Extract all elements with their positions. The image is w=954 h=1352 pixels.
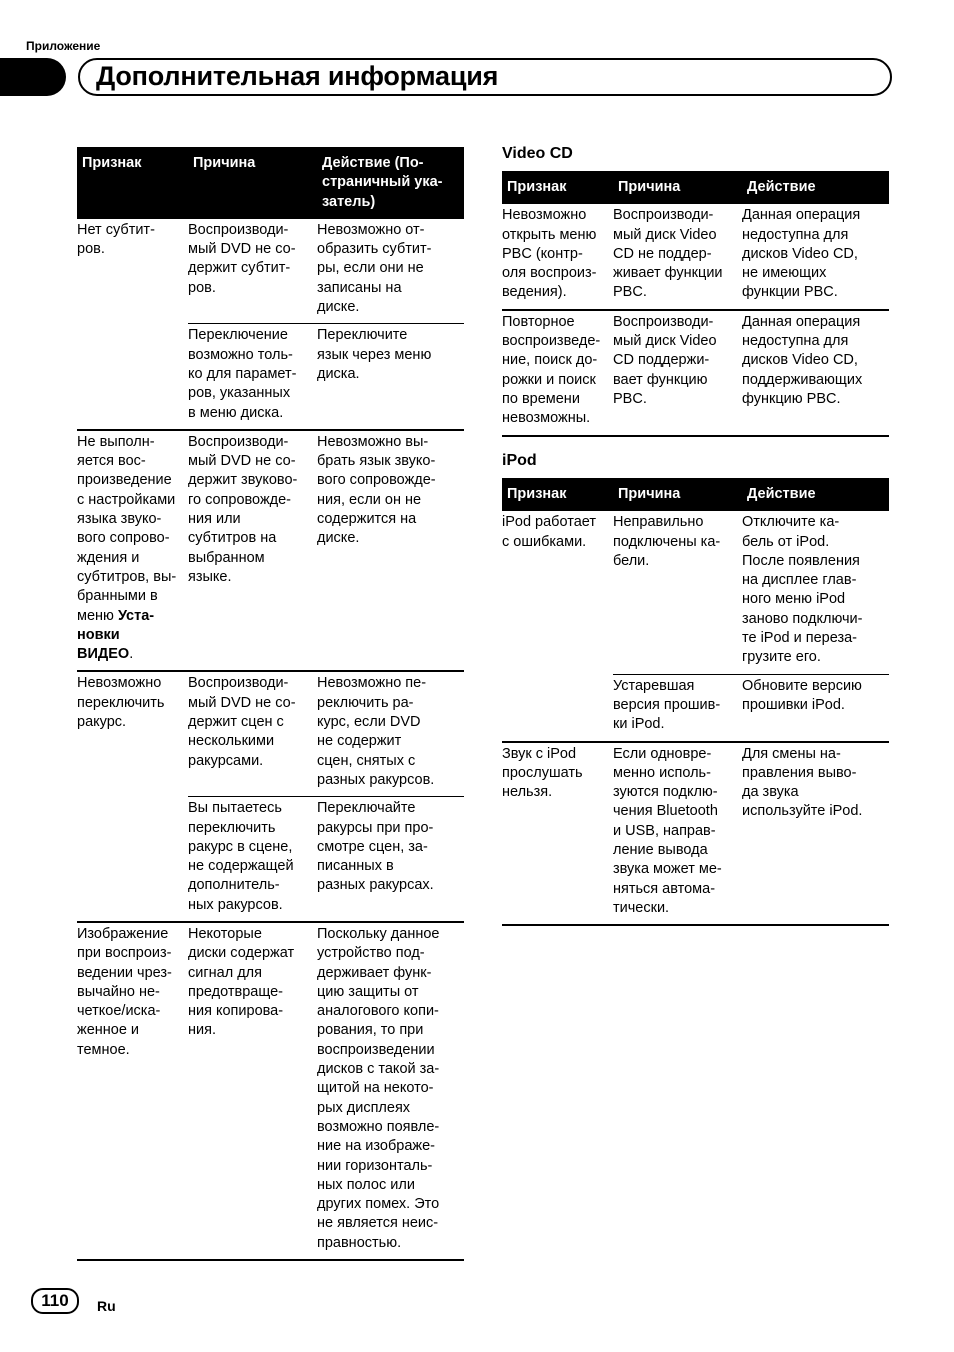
cause-cell: Воспроизводи- мый DVD не со- держит сцен с несколькими ракурсами. bbox=[188, 671, 317, 796]
action-cell: Отключите ка- бель от iPod. После появления на дисплее глав- ного меню iPod заново подключи- те iPod и переза- грузите его. bbox=[742, 511, 889, 674]
header-action: Действие (По- страничный ука- затель) bbox=[317, 147, 464, 219]
table-row bbox=[77, 219, 464, 324]
action-cell: Для смены на- правления выво- да звука используйте iPod. bbox=[742, 742, 889, 926]
action-cell: Переключайте ракурсы при про- смотре сцен, за- писанных в разных ракурсах. bbox=[317, 797, 464, 922]
symptom-cell bbox=[77, 430, 188, 672]
language-code: Ru bbox=[97, 1298, 116, 1314]
action-cell: Невозможно пе- реключить ра- курс, если DVD не содержит сцен, снятых с разных ракурсов. bbox=[317, 671, 464, 796]
cause-cell: Воспроизводи- мый DVD не со- держит звуково- го сопровожде- ния или субтитров на выбранном языке. bbox=[188, 430, 317, 672]
symptom-cell: Нет субтит- ров. bbox=[77, 219, 188, 430]
video-cd-table bbox=[502, 171, 889, 437]
header-symptom: Признак bbox=[502, 478, 613, 511]
symptom-text: Не выполн- яется вос- произведение с настройками языка звуко- вого сопрово- ждения и субтитров, вы- бранными в меню bbox=[77, 433, 177, 624]
page-number: 110 bbox=[31, 1288, 79, 1314]
cause-cell: Переключение возможно толь- ко для парамет- ров, указанных в меню диска. bbox=[188, 324, 317, 430]
ipod-table bbox=[502, 478, 889, 926]
page-title: Дополнительная информация bbox=[96, 61, 499, 91]
symptom-cell: Повторное воспроизведе- ние, поиск до- рожки и поиск по времени невозможны. bbox=[502, 310, 613, 436]
menu-name-bold: Уста- новки ВИДЕО bbox=[77, 607, 155, 663]
header-symptom: Признак bbox=[77, 147, 188, 219]
symptom-cell: Звук с iPod прослушать нельзя. bbox=[502, 742, 613, 926]
header-symptom: Признак bbox=[502, 171, 613, 204]
table-row bbox=[502, 310, 889, 436]
cause-cell: Если одновре- менно исполь- зуются подклю- чения Bluetooth и USB, направ- ление вывода звука может ме- няться автома- тически. bbox=[613, 742, 742, 926]
dvd-troubleshooting-table bbox=[77, 147, 464, 1261]
header-cause: Причина bbox=[613, 171, 742, 204]
cause-cell: Воспроизводи- мый диск Video CD поддержи- вает функцию PBC. bbox=[613, 310, 742, 436]
header-cause: Причина bbox=[188, 147, 317, 219]
table-header-row bbox=[502, 478, 889, 511]
video-cd-heading: Video CD bbox=[502, 145, 573, 162]
table-row bbox=[77, 671, 464, 796]
cause-cell: Устаревшая версия прошив- ки iPod. bbox=[613, 674, 742, 741]
table-row bbox=[77, 430, 464, 672]
action-cell: Невозможно вы- брать язык звуко- вого сопровожде- ния, если он не содержится на диске. bbox=[317, 430, 464, 672]
action-cell: Невозможно от- образить субтит- ры, если они не записаны на диске. bbox=[317, 219, 464, 324]
cause-cell: Вы пытаетесь переключить ракурс в сцене, не содержащей дополнитель- ных ракурсов. bbox=[188, 797, 317, 922]
title-tab-marker bbox=[0, 58, 66, 96]
cause-cell: Воспроизводи- мый диск Video CD не поддер- живает функции PBC. bbox=[613, 204, 742, 309]
symptom-cell: iPod работает с ошибками. bbox=[502, 511, 613, 741]
header-cause: Причина bbox=[613, 478, 742, 511]
table-row bbox=[502, 742, 889, 926]
header-action: Действие bbox=[742, 171, 889, 204]
action-cell: Поскольку данное устройство под- держивает функ- цию защиты от аналогового копи- рования, то при воспроизведении дисков с такой за- щитой на некото- рых дисплеях возможно появле- ние на изображе- нии горизонталь- ных полос или других помех. Это не является неис- правностью. bbox=[317, 922, 464, 1260]
action-cell: Данная операция недоступна для дисков Video CD, поддерживающих функцию PBC. bbox=[742, 310, 889, 436]
symptom-cell: Изображение при воспроиз- ведении чрез- вычайно не- четкое/иска- женное и темное. bbox=[77, 922, 188, 1260]
symptom-text-end: . bbox=[129, 646, 134, 663]
cause-cell: Некоторые диски содержат сигнал для предотвраще- ния копирова- ния. bbox=[188, 922, 317, 1260]
cause-cell: Воспроизводи- мый DVD не со- держит субтит- ров. bbox=[188, 219, 317, 324]
table-header-row bbox=[77, 147, 464, 219]
symptom-cell: Невозможно открыть меню PBC (контр- оля воспроиз- ведения). bbox=[502, 204, 613, 309]
ipod-heading: iPod bbox=[502, 452, 537, 469]
section-label: Приложение bbox=[26, 39, 101, 53]
action-cell: Данная операция недоступна для дисков Video CD, не имеющих функции PBC. bbox=[742, 204, 889, 309]
cause-cell: Неправильно подключены ка- бели. bbox=[613, 511, 742, 674]
table-row bbox=[502, 511, 889, 674]
header-action: Действие bbox=[742, 478, 889, 511]
action-cell: Обновите версию прошивки iPod. bbox=[742, 674, 889, 741]
symptom-cell: Невозможно переключить ракурс. bbox=[77, 671, 188, 922]
table-row bbox=[502, 204, 889, 309]
table-row bbox=[77, 922, 464, 1260]
table-header-row bbox=[502, 171, 889, 204]
action-cell: Переключите язык через меню диска. bbox=[317, 324, 464, 430]
